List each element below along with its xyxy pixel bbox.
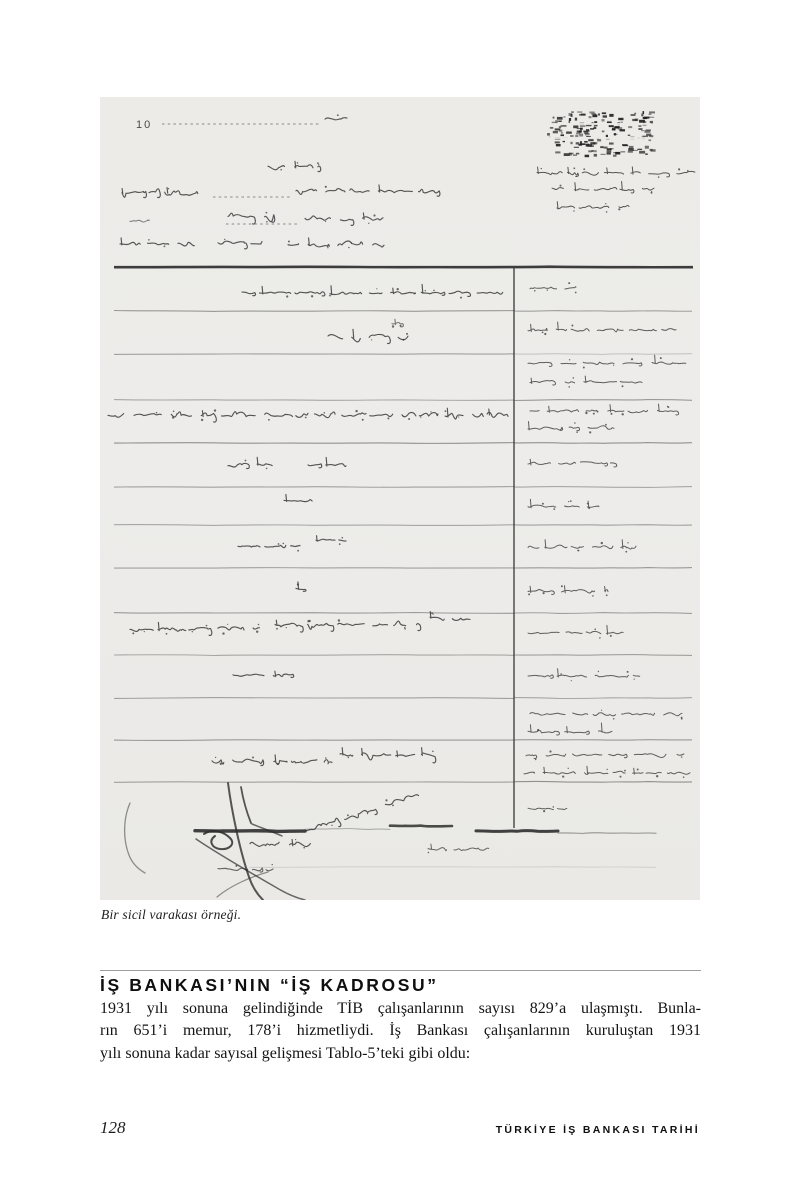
scan-column-labels: [524, 282, 690, 812]
paragraph-line: rın 651’i memur, 178’i hizmetliydi. İş Bankası çalışanlarının kuruluştan 1931: [100, 1022, 701, 1040]
paragraph-line: yılı sonuna kadar sayısal gelişmesi Tablo-5’teki gibi oldu:: [100, 1044, 471, 1062]
section-paragraph: [100, 998, 701, 1065]
page-number: 128: [100, 1118, 126, 1137]
scan-form-number: 10: [136, 119, 153, 131]
section-heading: İŞ BANKASI’NIN “İŞ KADROSU”: [100, 975, 439, 995]
scan-table-entries: [108, 285, 508, 854]
figure-caption: Bir sicil varakası örneği.: [101, 907, 242, 922]
section-divider: [100, 970, 701, 971]
scan-signature: [125, 783, 311, 900]
sicil-document-scan: [100, 97, 700, 900]
calligraphic-stamp: [547, 111, 656, 157]
scan-svg: [100, 97, 700, 900]
running-title: TÜRKİYE İŞ BANKASI TARİHİ: [495, 1124, 700, 1136]
scan-header-handwriting: [120, 114, 695, 249]
paragraph-line: 1931 yılı sonuna gelindiğinde TİB çalışanlarının sayısı 829’a ulaşmıştı. Bunla-: [100, 1000, 701, 1017]
